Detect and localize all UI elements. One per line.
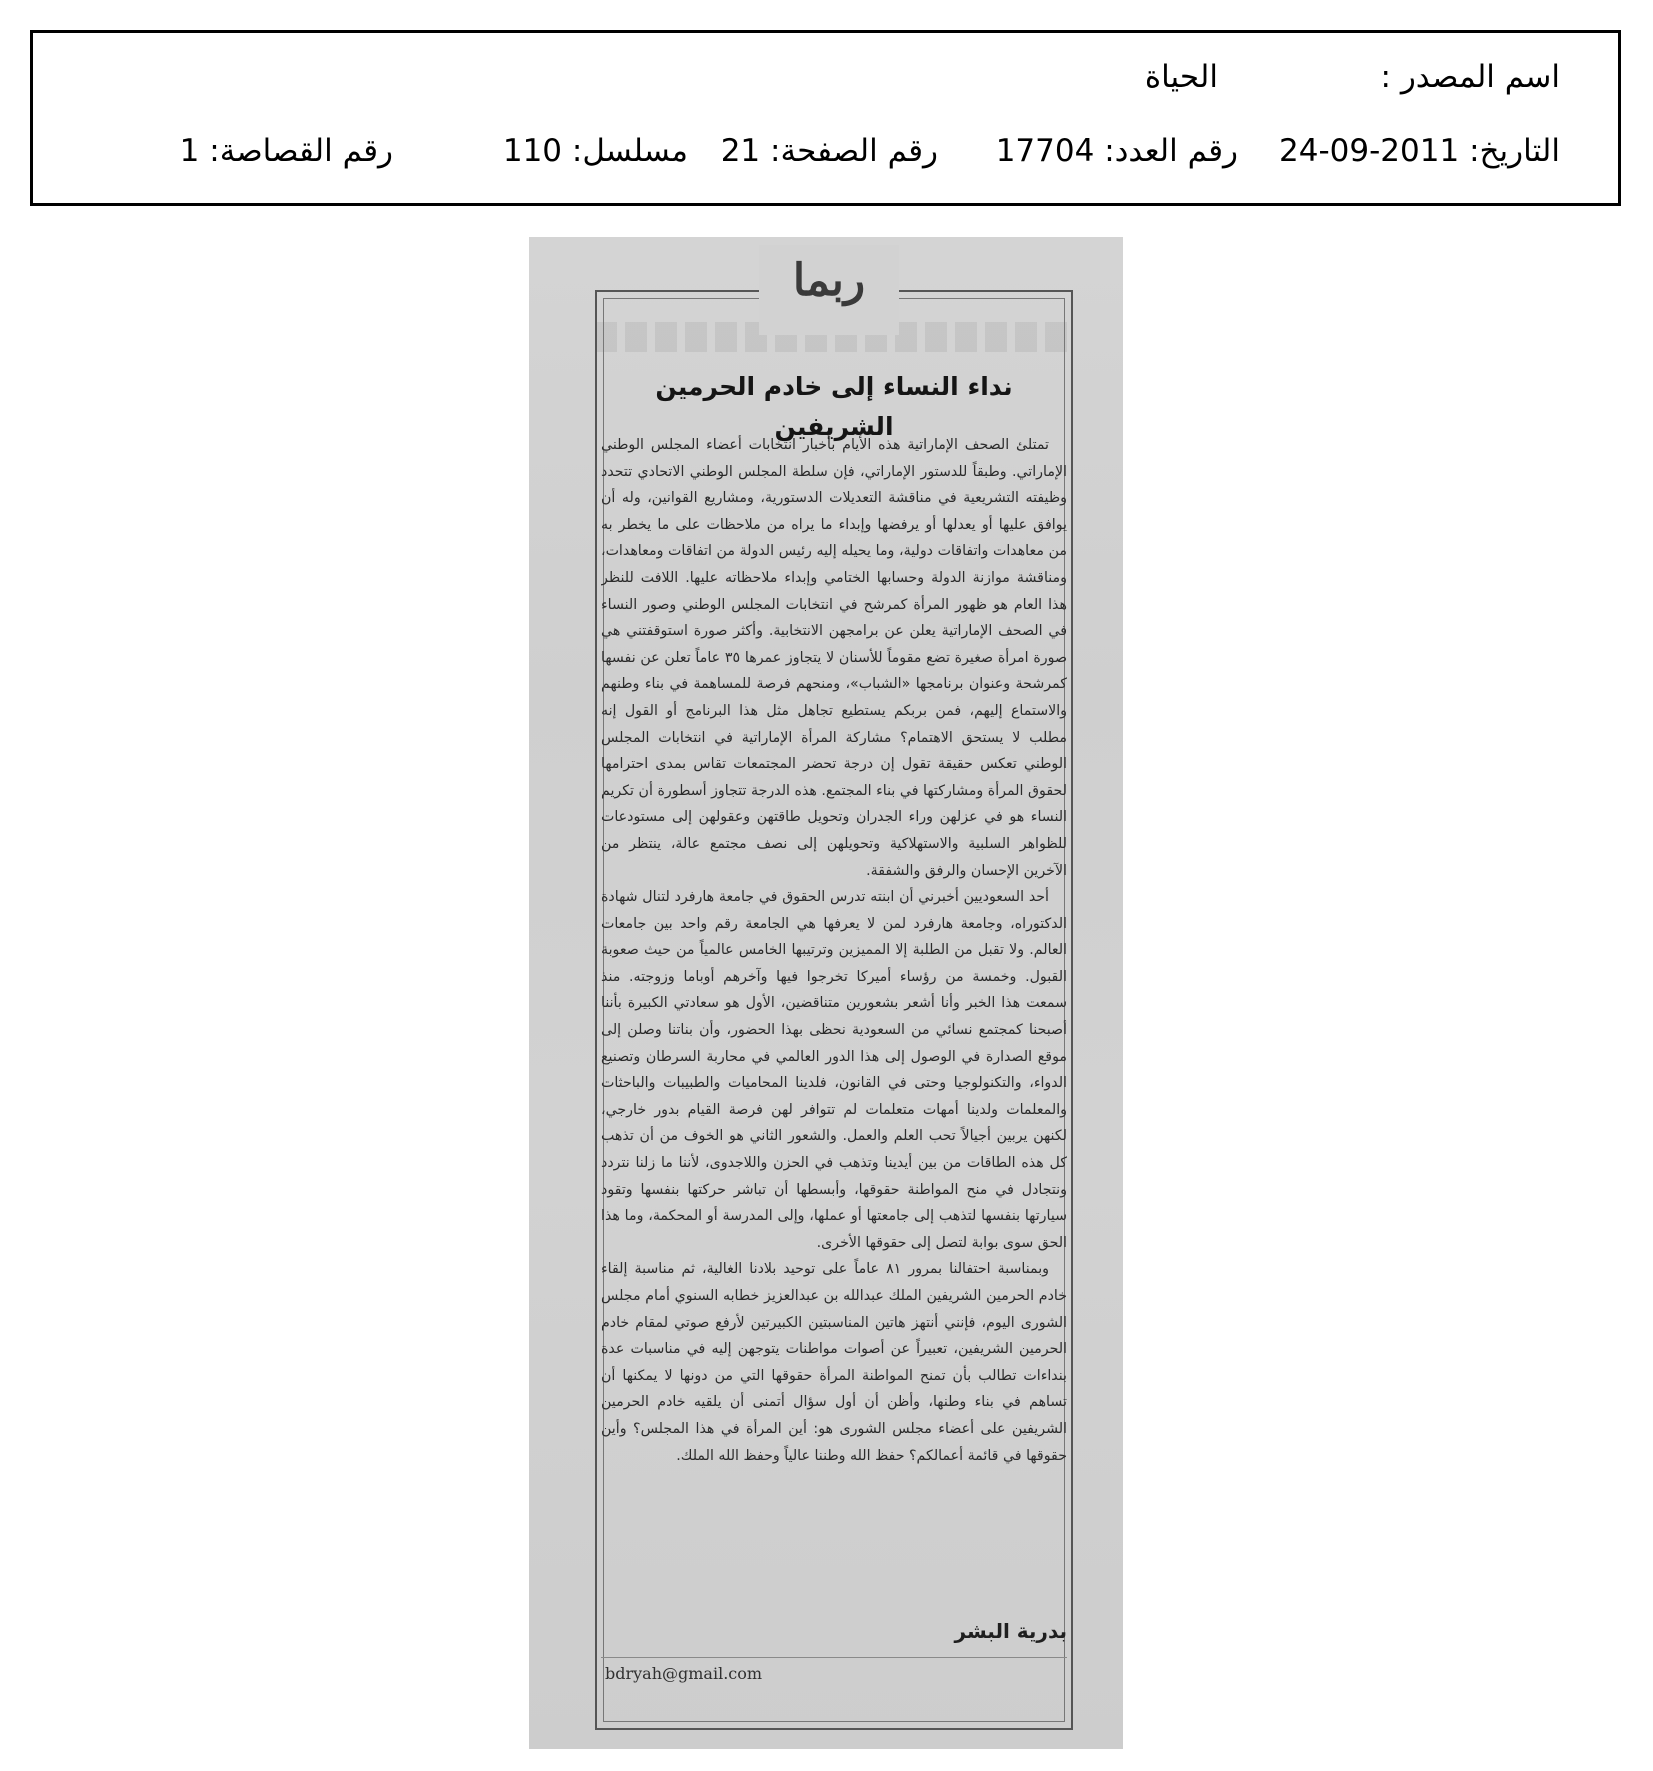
clip-value: 1 — [179, 133, 200, 169]
source-value-field — [1145, 55, 1218, 99]
date-label: التاريخ: — [1469, 133, 1560, 169]
newspaper-clipping — [529, 237, 1123, 1749]
clip-field — [180, 129, 393, 173]
clip-label: رقم القصاصة: — [209, 133, 393, 169]
page-field — [721, 129, 938, 173]
header-info-box — [30, 30, 1621, 206]
article-paragraph: وبمناسبة احتفالنا بمرور ٨١ عاماً على توحيد بلادنا الغالية، ثم مناسبة إلقاء خادم الحرمين الشريفين الملك عبدالله بن عبدالعزيز خطابه السنوي أمام مجلس الشورى اليوم، فإنني أنتهز هاتين المناسبتين الكبيرتين لأرفع صوتي لمقام خادم الحرمين الشريفين، تعبيراً عن أصوات مواطنات يتوجهن إليه في مناسبات عدة بنداءات تطالب بأن تمنح المواطنة المرأة حقوقها التي من دونها لا يمكنها أن تساهم في بناء وطنها، وأظن أن أول سؤال أتمنى أن يلقيه خادم الحرمين الشريفين على أعضاء مجلس الشورى هو: أين المرأة في هذا المجلس؟ وأين حقوقها في قائمة أعمالكم؟ حفظ الله وطننا عالياً وحفظ الله الملك. — [601, 1261, 1067, 1464]
article-paragraph: تمتلئ الصحف الإماراتية هذه الأيام بأخبار انتخابات أعضاء المجلس الوطني الإماراتي. وطبقاً للدستور الإماراتي، فإن سلطة المجلس الوطني الاتحادي تتحدد وظيفته التشريعية في مناقشة التعديلات الدستورية، ومشاريع القوانين، وله أن يوافق عليها أو يعدلها أو يرفضها وإبداء ما يراه من ملاحظات على ما يخطر به من معاهدات واتفاقات دولية، وما يحيله إليه رئيس الدولة من اتفاقات ومعاهدات، ومناقشة موازنة الدولة وحسابها الختامي وإبداء ملاحظاته عليها. اللافت للنظر هذا العام هو ظهور المرأة كمرشح في انتخابات المجلس الوطني وصور النساء في الصحف الإماراتية يعلن عن برامجهن الانتخابية. وأكثر صورة استوقفتني هي صورة امرأة صغيرة تضع مقوماً للأسنان لا يتجاوز عمرها ٣٥ عاماً تعلن عن نفسها كمرشحة وعنوان برنامجها «الشباب»، ومنحهم فرصة للمساهمة في بناء وطنهم والاستماع إليهم، فمن بربكم يستطيع تجاهل مثل هذا البرنامج أو القول إنه مطلب لا يستحق الاهتمام؟ مشاركة المرأة الإماراتية في انتخابات المجلس الوطني تعكس حقيقة تقول إن درجة تحضر المجتمعات تقاس بمدى احترامها لحقوق المرأة ومشاركتها في بناء المجتمع. هذه الدرجة تتجاوز أسطورة أن تكريم النساء هو في عزلهن وراء الجدران وتحويل طاقتهن وعقولهن إلى مستودعات للظواهر السلبية والاستهلاكية وتحويلهن إلى نصف مجتمع عالة، ينتظر من الآخرين الإحسان والرفق والشفقة. — [601, 437, 1067, 879]
page-value: 21 — [720, 133, 761, 169]
author-email: bdryah@gmail.com — [605, 1664, 763, 1683]
date-value: 24-09-2011 — [1279, 133, 1460, 169]
serial-label: مسلسل: — [571, 133, 688, 169]
article-body — [601, 432, 1067, 1572]
column-logo — [759, 245, 899, 335]
issue-label: رقم العدد: — [1104, 133, 1238, 169]
date-field — [1279, 129, 1560, 173]
article-paragraph: أحد السعوديين أخبرني أن ابنته تدرس الحقوق في جامعة هارفرد لتنال شهادة الدكتوراه، وجامعة هارفرد لمن لا يعرفها هي الجامعة رقم واحد بين جامعات العالم. ولا تقبل من الطلبة إلا المميزين وترتيبها الخامس عالمياً من حيث صعوبة القبول. وخمسة من رؤساء أميركا تخرجوا فيها وآخرهم أوباما وزوجته. منذ سمعت هذا الخبر وأنا أشعر بشعورين متناقضين، الأول هو سعادتي الكبيرة بأننا أصبحنا كمجتمع نسائي من السعودية نحظى بهذا الحضور، وأن بناتنا وصلن إلى موقع الصدارة في الوصول إلى هذا الدور العالمي في محاربة السرطان وتصنيع الدواء، والتكنولوجيا وحتى في القانون، فلدينا المحاميات والطبيبات والباحثات والمعلمات ولدينا أمهات متعلمات لم تتوافر لهن فرصة القيام بدور خارجي، لكنهن يربين أجيالاً تحب العلم والعمل. والشعور الثاني هو الخوف من أن تذهب كل هذه الطاقات من بين أيدينا وتذهب في الحزن واللاجدوى، لأننا ما زلنا نتردد ونتجادل في منح المواطنة حقوقها، وأبسطها أن تباشر حركتها بنفسها وتقود سيارتها بنفسها لتذهب إلى جامعتها أو عملها، وإلى المدرسة أو المحكمة، وما هذا الحق سوى بوابة لتصل إلى حقوقها الأخرى. — [601, 889, 1067, 1251]
source-field — [1381, 55, 1560, 99]
issue-value: 17704 — [995, 133, 1095, 169]
author-name: بدرية البشر — [954, 1619, 1067, 1643]
serial-field — [503, 129, 688, 173]
page-label: رقم الصفحة: — [770, 133, 938, 169]
source-label: اسم المصدر : — [1380, 59, 1560, 95]
issue-field — [996, 129, 1238, 173]
source-value: الحياة — [1144, 59, 1218, 95]
column-logo-text: ربما — [792, 255, 866, 306]
serial-value: 110 — [502, 133, 563, 169]
article-title: نداء النساء إلى خادم الحرمين الشريفين — [655, 372, 1013, 441]
